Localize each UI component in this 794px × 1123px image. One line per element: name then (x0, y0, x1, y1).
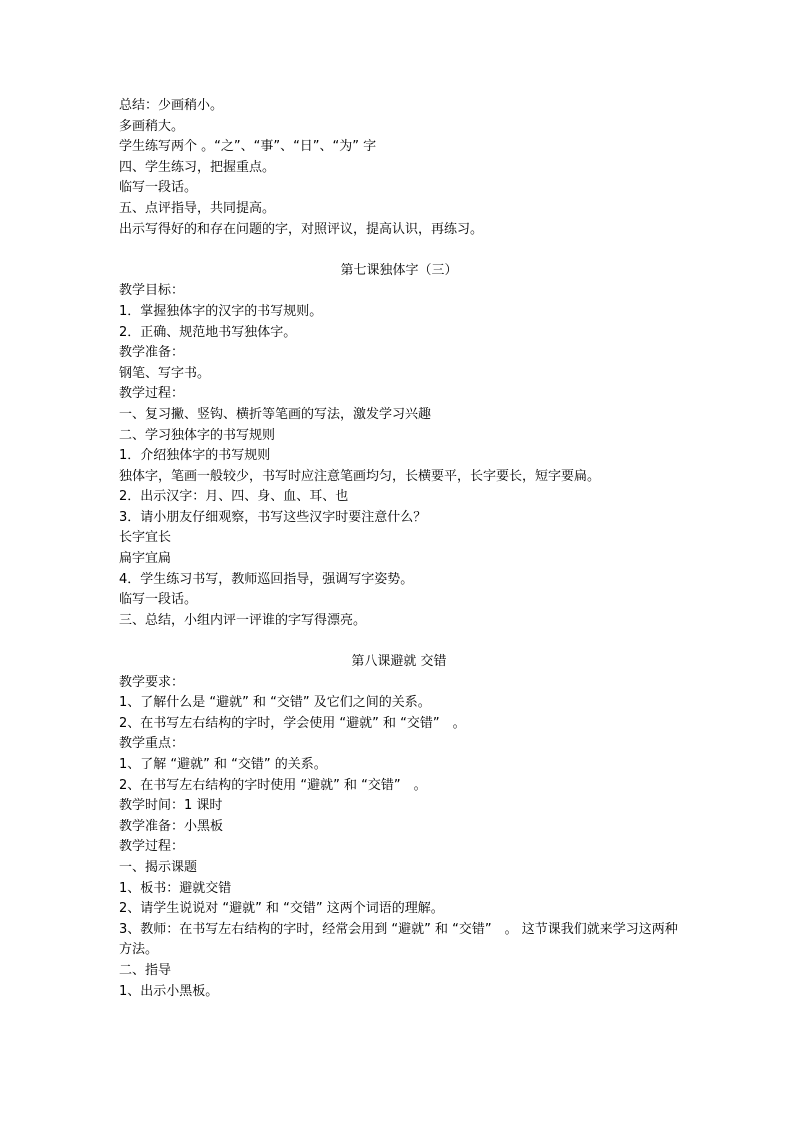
intro-line: 临写一段话。 (119, 180, 198, 196)
intro-line: 多画稍大。 (119, 118, 185, 134)
lesson7-line: 3．请小朋友仔细观察，书写这些汉字时要注意什么？ (119, 509, 427, 525)
lesson7-line: 1．掌握独体字的汉字的书写规则。 (119, 303, 323, 319)
lesson8-line: 教学时间：1 课时 (119, 798, 223, 814)
lesson8-line: 教学过程： (119, 839, 185, 855)
lesson7-line: 4．学生练习书写，教师巡回指导，强调写字姿势。 (119, 571, 414, 587)
lesson8-line: 2、在书写左右结构的字时，学会使用 “避就” 和 “交错” 。 (119, 715, 466, 731)
lesson8-line: 二、指导 (119, 962, 172, 978)
lesson7-line: 扁字宜扁 (119, 551, 172, 567)
lesson8-line: 教学准备：小黑板 (119, 818, 224, 834)
lesson7-section (119, 261, 679, 632)
document-body (119, 96, 679, 1002)
lesson7-line: 教学过程： (119, 386, 185, 402)
lesson8-line: 2、请学生说说对 “避就” 和 “交错” 这两个词语的理解。 (119, 901, 444, 917)
lesson7-line: 2．正确、规范地书写独体字。 (119, 324, 297, 340)
lesson7-line: 长字宜长 (119, 530, 172, 546)
lesson7-line: 二、学习独体字的书写规则 (119, 427, 276, 443)
lesson7-line: 2．出示汉字：月、四、身、血、耳、也 (119, 489, 349, 505)
intro-line: 四、学生练习，把握重点。 (119, 159, 276, 175)
lesson8-wrapped-line: 3、教师：在书写左右结构的字时，经常会用到 “避就” 和 “交错” 。 这节课我们就来学习这两种方法。 (119, 921, 678, 958)
intro-section (119, 96, 679, 240)
lesson7-line: 三、总结，小组内评一评谁的字写得漂亮。 (119, 612, 367, 628)
intro-line: 五、点评指导，共同提高。 (119, 200, 276, 216)
lesson7-title: 第七课独体字（三） (340, 262, 458, 278)
lesson7-line: 钢笔、写字书。 (119, 365, 211, 381)
lesson7-line: 教学准备： (119, 345, 185, 361)
lesson8-line: 一、揭示课题 (119, 859, 198, 875)
lesson8-title: 第八课避就 交错 (351, 654, 447, 670)
lesson8-line: 教学要求： (119, 674, 185, 690)
intro-line: 学生练写两个 。“之”、“事”、“日”、“为” 字 (119, 139, 377, 155)
intro-line: 出示写得好的和存在问题的字，对照评议，提高认识，再练习。 (119, 221, 484, 237)
section-spacer (119, 240, 679, 261)
lesson7-line: 一、复习撇、竖钩、横折等笔画的写法，激发学习兴趣 (119, 406, 432, 422)
lesson8-line: 1、出示小黑板。 (119, 983, 219, 999)
lesson8-section (119, 652, 679, 1002)
lesson8-line: 1、了解什么是 “避就” 和 “交错” 及它们之间的关系。 (119, 695, 431, 711)
lesson7-line: 独体字，笔画一般较少，书写时应注意笔画均匀，长横要平，长字要长，短字要扁。 (119, 468, 601, 484)
lesson8-line: 教学重点： (119, 736, 185, 752)
lesson7-line: 1．介绍独体字的书写规则 (119, 448, 271, 464)
lesson7-line: 临写一段话。 (119, 592, 198, 608)
lesson8-line: 2、在书写左右结构的字时使用 “避就” 和 “交错” 。 (119, 777, 427, 793)
section-spacer (119, 631, 679, 652)
lesson8-line: 1、了解 “避就” 和 “交错” 的关系。 (119, 757, 327, 772)
lesson7-line: 教学目标： (119, 283, 185, 299)
lesson8-line: 1、板书：避就交错 (119, 880, 232, 896)
intro-line: 总结：少画稍小。 (119, 98, 224, 113)
